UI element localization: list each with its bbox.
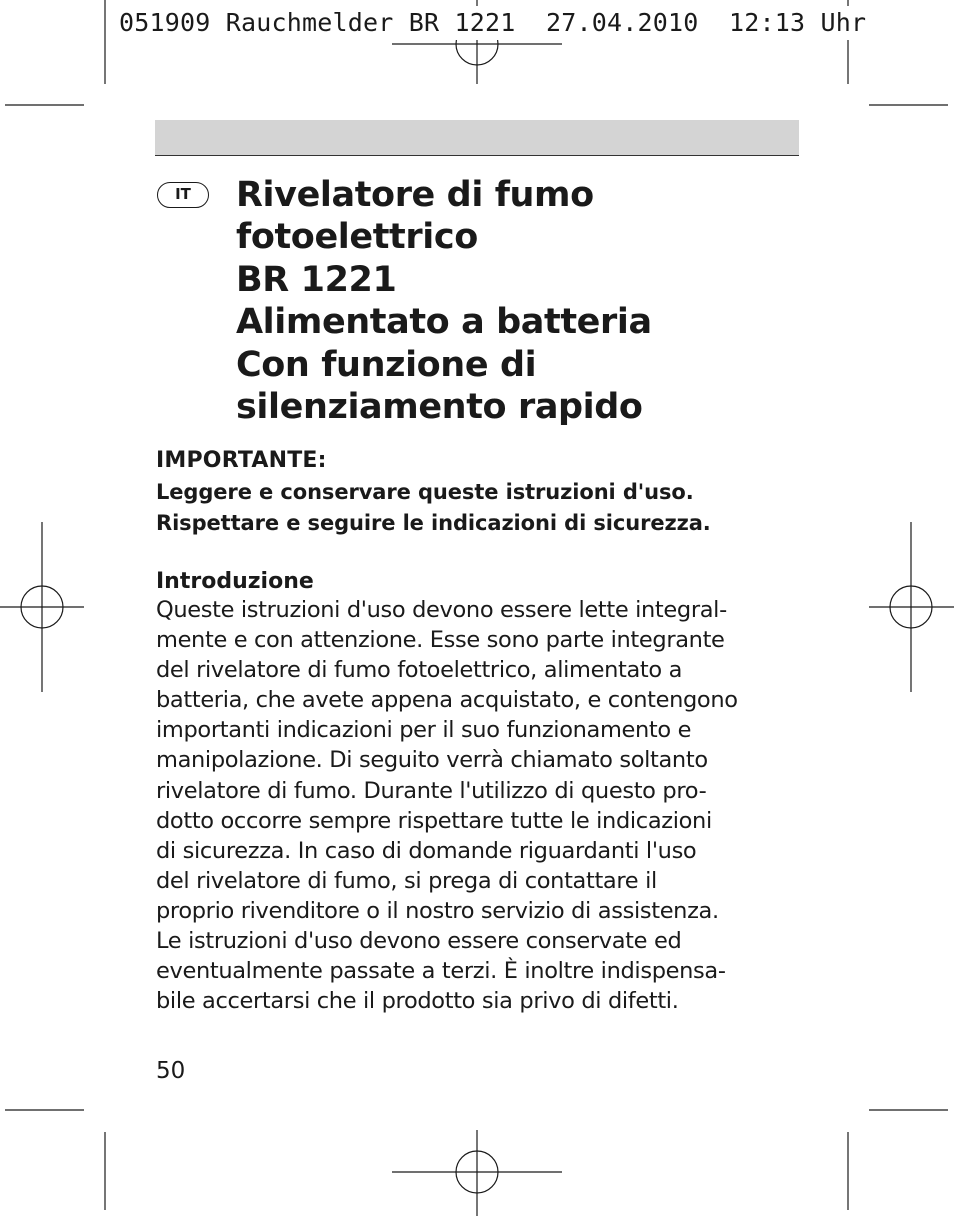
registration-mark-right — [869, 522, 954, 692]
important-heading: IMPORTANTE: — [156, 448, 327, 473]
introduction-heading: Introduzione — [156, 569, 314, 594]
body-line: bile accertarsi che il prodotto sia privo di difetti. — [156, 988, 679, 1015]
title-line: fotoelettrico — [236, 217, 478, 258]
body-line: proprio rivenditore o il nostro servizio di assistenza. — [156, 897, 719, 924]
title-line: Alimentato a batteria — [236, 302, 652, 343]
body-line: batteria, che avete appena acquistato, e contengono — [156, 687, 738, 714]
language-badge: IT — [157, 182, 209, 208]
introduction-body — [156, 595, 816, 1016]
registration-mark-bottom — [392, 1130, 562, 1216]
print-slug-line: 051909 Rauchmelder BR 1221 27.04.2010 12:13 Uhr — [117, 6, 868, 40]
important-line: Leggere e conservare queste istruzioni d'uso. — [156, 480, 694, 504]
body-line: del rivelatore di fumo, si prega di contattare il — [156, 867, 657, 894]
title-line: Rivelatore di fumo — [236, 175, 594, 215]
body-line: dotto occorre sempre rispettare tutte le indicazioni — [156, 807, 712, 834]
header-band — [155, 120, 799, 156]
title-line: silenziamento rapido — [236, 387, 643, 428]
body-line: Le istruzioni d'uso devono essere conservate ed — [156, 928, 682, 955]
important-line: Rispettare e seguire le indicazioni di sicurezza. — [156, 511, 711, 535]
title-line: BR 1221 — [236, 259, 397, 300]
page-number: 50 — [156, 1058, 186, 1084]
body-line: mente e con attenzione. Esse sono parte integrante — [156, 627, 725, 654]
body-line: importanti indicazioni per il suo funzionamento e — [156, 717, 692, 744]
document-title — [236, 174, 836, 428]
title-line: Con funzione di — [236, 344, 537, 385]
important-notice — [156, 477, 816, 539]
body-line: manipolazione. Di seguito verrà chiamato soltanto — [156, 747, 708, 774]
body-line: di sicurezza. In caso di domande riguardanti l'uso — [156, 837, 697, 864]
body-line: rivelatore di fumo. Durante l'utilizzo di questo pro- — [156, 777, 707, 804]
registration-mark-left — [0, 522, 84, 692]
body-line: del rivelatore di fumo fotoelettrico, alimentato a — [156, 657, 683, 684]
body-line: eventualmente passate a terzi. È inoltre indispensa- — [156, 958, 726, 985]
body-line: Queste istruzioni d'uso devono essere lette integral- — [156, 597, 727, 623]
